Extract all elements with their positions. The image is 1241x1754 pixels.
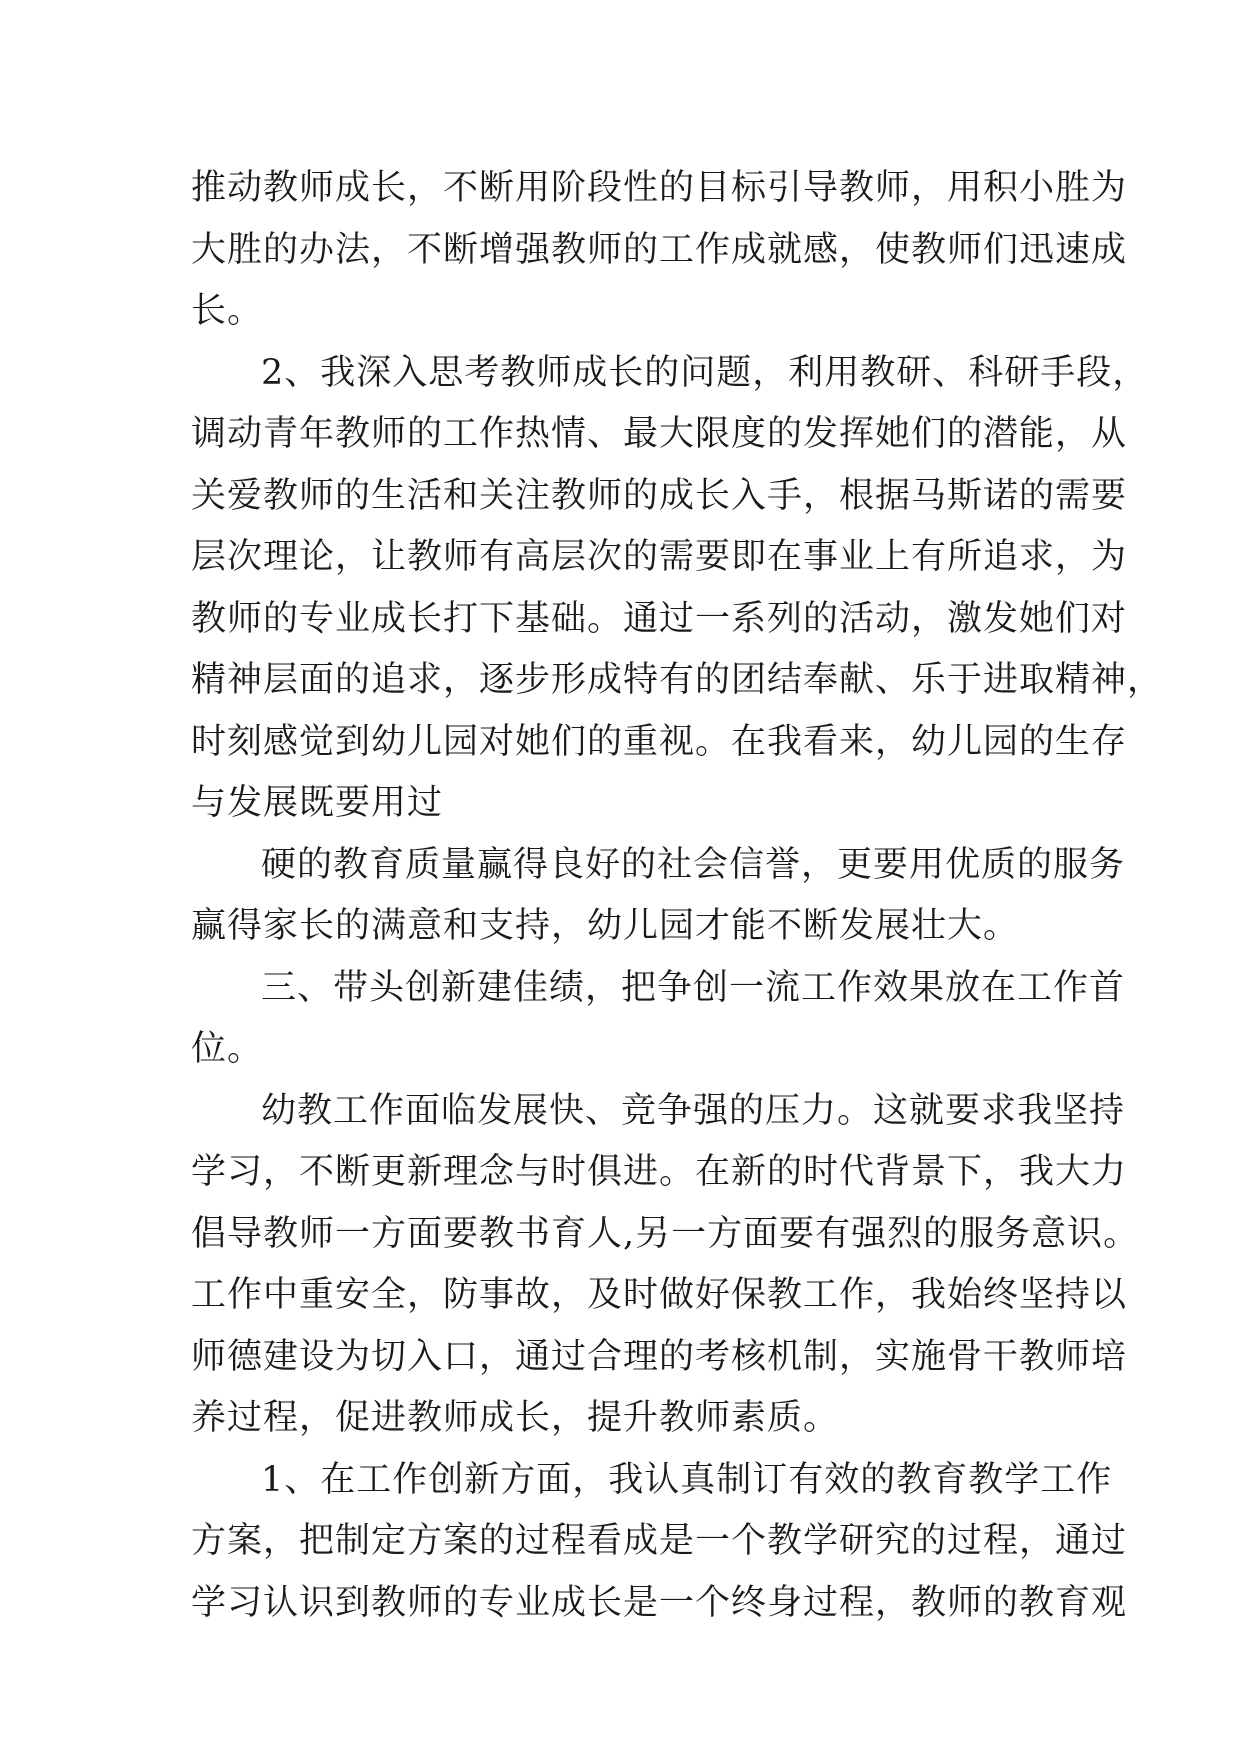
text-line: 位。 — [191, 1029, 264, 1069]
text-line: 硬的教育质量赢得良好的社会信誉，更要用优质的服务 — [261, 844, 1126, 885]
text-line: 学习，不断更新理念与时俱进。在新的时代背景下，我大力 — [191, 1152, 1128, 1192]
text-line: 学习认识到教师的专业成长是一个终身过程，教师的教育观 — [191, 1582, 1128, 1623]
text-line: 三、带头创新建佳绩，把争创一流工作效果放在工作首 — [261, 967, 1126, 1008]
text-line: 时刻感觉到幼儿园对她们的重视。在我看来，幼儿园的生存 — [191, 721, 1128, 762]
text-line: 方案，把制定方案的过程看成是一个教学研究的过程，通过 — [191, 1521, 1128, 1561]
text-line: 调动青年教师的工作热情、最大限度的发挥她们的潜能，从 — [191, 414, 1128, 454]
text-line: 精神层面的追求，逐步形成特有的团结奉献、乐于进取精神， — [191, 660, 1164, 700]
text-line: 幼教工作面临发展快、竞争强的压力。这就要求我坚持 — [261, 1090, 1126, 1131]
text-line: 师德建设为切入口，通过合理的考核机制，实施骨干教师培 — [191, 1336, 1128, 1377]
text-line: 大胜的办法，不断增强教师的工作成就感，使教师们迅速成 — [191, 229, 1128, 270]
text-line: 层次理论，让教师有高层次的需要即在事业上有所追求，为 — [191, 537, 1128, 577]
text-line: 教师的专业成长打下基础。通过一系列的活动，激发她们对 — [191, 598, 1128, 639]
text-line: 推动教师成长，不断用阶段性的目标引导教师，用积小胜为 — [191, 168, 1128, 208]
text-line: 倡导教师一方面要教书育人,另一方面要有强烈的服务意识。 — [191, 1213, 1140, 1254]
text-line: 长。 — [191, 291, 264, 331]
text-line: 赢得家长的满意和支持，幼儿园才能不断发展壮大。 — [191, 906, 1020, 946]
text-line: 2、我深入思考教师成长的问题，利用教研、科研手段， — [261, 352, 1149, 393]
text-line: 1、在工作创新方面，我认真制订有效的教育教学工作 — [261, 1459, 1113, 1500]
text-line: 关爱教师的生活和关注教师的成长入手，根据马斯诺的需要 — [191, 475, 1128, 516]
text-line: 养过程，促进教师成长，提升教师素质。 — [191, 1398, 840, 1438]
text-line: 工作中重安全，防事故，及时做好保教工作，我始终坚持以 — [191, 1275, 1128, 1315]
document-body — [191, 158, 1164, 1634]
text-line: 与发展既要用过 — [191, 783, 444, 823]
